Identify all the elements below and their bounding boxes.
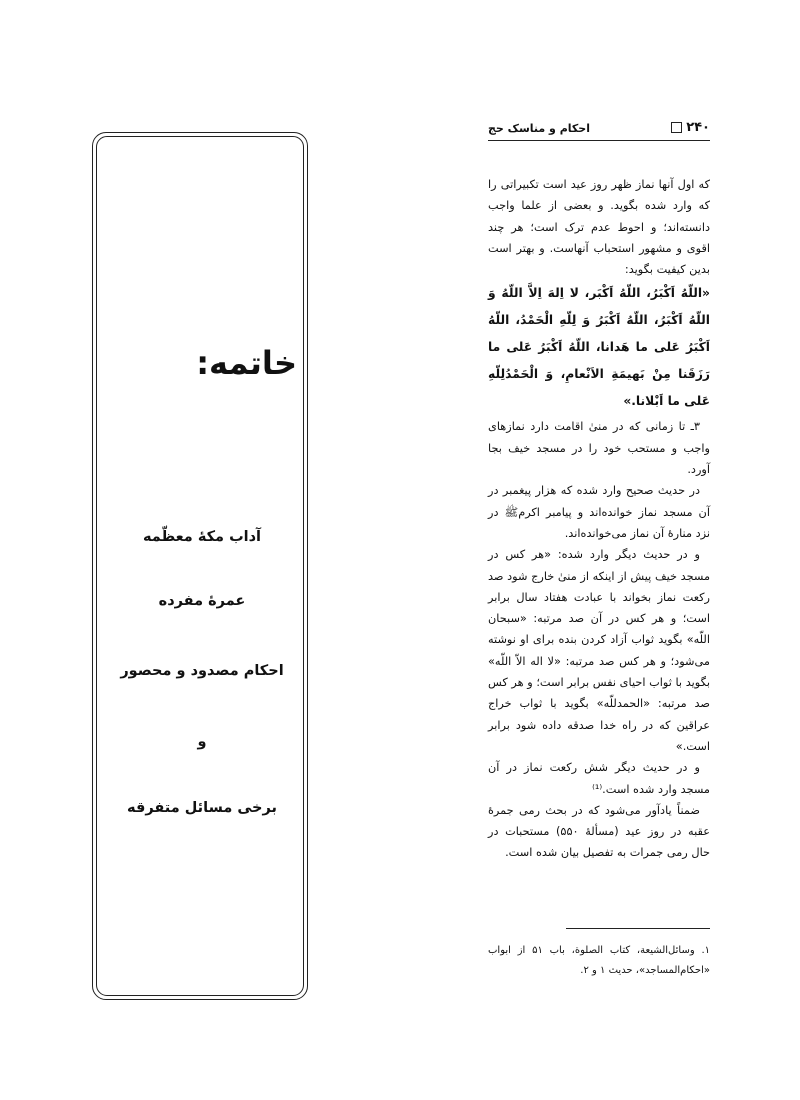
square-icon	[671, 122, 682, 133]
arabic-dua: «اللّهُ اَکْبَرُ، اللّهُ اَکْبَر، لا اِلهَ اِلاَّ اللّهُ وَ اللّهُ اَکْبَرُ، اللّهُ اَکْبَرُ وَ لِلّهِ الْحَمْدُ، اللّهُ اَکْبَرُ عَلی ما هَدانا، اللّهُ اَکْبَرُ عَلی ما رَزَقَنا مِنْ بَهیمَةِ الاَنْعامِ، وَ الْحَمْدُلِلّهِ عَلی ما اَبْلانا.»	[488, 286, 710, 409]
right-page	[488, 118, 710, 1018]
body-text	[488, 174, 710, 864]
footnote-text: ۱. وسائل‌الشیعة، کتاب الصلوة، باب ۵۱ از ابواب «احکام‌المساجد»، حدیث ۱ و ۲.	[488, 945, 710, 976]
section-heading: خاتمه:	[196, 344, 297, 382]
footnote-divider	[566, 928, 710, 929]
toc-item: برخی مسائل متفرقه	[127, 800, 277, 816]
toc-item: عمرهٔ مفرده	[158, 593, 246, 609]
page-number-text: ۲۴۰	[686, 120, 710, 135]
paragraph: در حدیث صحیح وارد شده که هزار پیغمبر در آن مسجد نماز خوانده‌اند و پیامبر اکرمﷺ در نزد منارهٔ آن نماز می‌خوانده‌اند.	[488, 484, 710, 540]
paragraph: و در حدیث دیگر شش رکعت نماز در آن مسجد وارد شده است.⁽¹⁾	[488, 761, 710, 796]
section-title-panel	[92, 132, 308, 1000]
toc-item: آداب مکهٔ معظّمه	[142, 529, 262, 545]
toc-connector: و	[197, 734, 207, 750]
running-title: احکام و مناسک حج	[488, 122, 590, 135]
page-number	[671, 120, 710, 135]
panel-inner-border	[96, 136, 304, 996]
paragraph: و در حدیث دیگر وارد شده: «هر کس در مسجد خیف پیش از اینکه از منیٰ خارج شود صد رکعت نماز بخواند با عبادت هفتاد سال برابر است؛ و هر کس در آن صد مرتبه: «سبحان اللّه» بگوید ثواب آزاد کردن بنده برای او نوشته می‌شود؛ و هر کس صد مرتبه: «لا اله الاّ اللّه» بگوید با ثواب احیای نفس برابر است؛ و هر کس صد مرتبه: «الحمدللّه» بگوید با ثواب خراج عراقین که در راه خدا صدقه داده شود برابر است.»	[488, 548, 710, 753]
toc-item: احکام مصدود و محصور	[120, 663, 284, 679]
page-header	[488, 118, 710, 141]
paragraph: ۳ـ تا زمانی که در منیٰ اقامت دارد نمازهای واجب و مستحب خود را در مسجد خیف بجا آورد.	[488, 420, 710, 477]
paragraph: ضمناً یادآور می‌شود که در بحث رمی جمرهٔ عقبه در روز عید (مسألهٔ ۵۵۰) مستحبات در حال رمی جمرات به تفصیل بیان شده است.	[488, 803, 710, 860]
paragraph: که اول آنها نماز ظهر روز عید است تکبیراتی را که وارد شده بگوید. و بعضی از علما واجب دانسته‌اند؛ و احوط عدم ترک است؛ هر چند اقوی و مشهور استحباب آنهاست. و بهتر است بدین کیفیت بگوید:	[488, 178, 710, 277]
footnote	[488, 941, 710, 981]
